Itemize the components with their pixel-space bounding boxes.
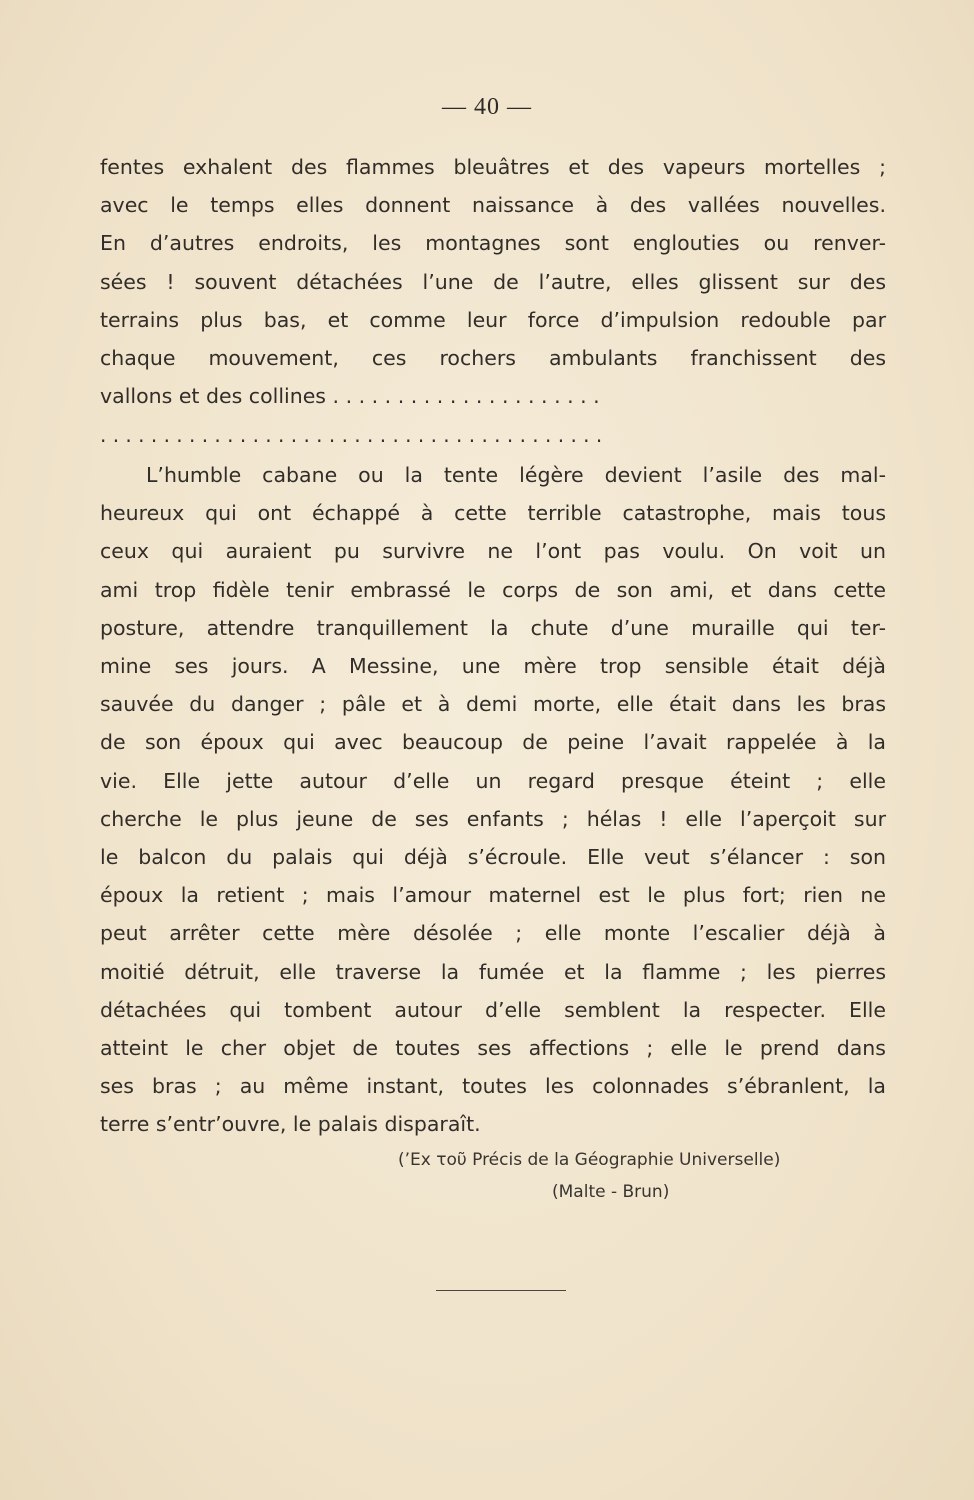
text-line: terrains plus bas, et comme leur force d’impulsion redouble par <box>100 307 886 332</box>
text-line: moitié détruit, elle traverse la fumée et la flamme ; les pierres <box>100 959 886 984</box>
dot-leader: . . . . . . . . . . . . . . . . . . . . . <box>332 384 600 409</box>
paragraph-continued <box>100 148 886 415</box>
text-line-last: terre s’entr’ouvre, le palais disparaît. <box>100 1112 481 1137</box>
text-line: mine ses jours. A Messine, une mère trop sensible était déjà <box>100 654 886 679</box>
text-line-last <box>100 377 886 415</box>
text-line: le balcon du palais qui déjà s’écroule. Elle veut s’élancer : son <box>100 845 886 870</box>
paragraph-earthquake <box>100 456 886 1144</box>
ellipsis-row: . . . . . . . . . . . . . . . . . . . . . . . . . . . . . . . . . . . . . . . . <box>100 423 603 447</box>
text-line: de son époux qui avec beaucoup de peine l’avait rappelée à la <box>100 730 886 755</box>
text-line: vie. Elle jette autour d’elle un regard presque éteint ; elle <box>100 768 886 793</box>
text-line: heureux qui ont échappé à cette terrible catastrophe, mais tous <box>100 501 886 526</box>
text-line: ceux qui auraient pu survivre ne l’ont pas voulu. On voit un <box>100 539 886 564</box>
text-line: En d’autres endroits, les montagnes sont englouties ou renver- <box>100 231 886 256</box>
page-number: — 40 — <box>442 94 532 120</box>
text-line: atteint le cher objet de toutes ses affections ; elle le prend dans <box>100 1036 886 1061</box>
text-line: posture, attendre tranquillement la chute d’une muraille qui ter- <box>100 615 886 640</box>
text-line: détachées qui tombent autour d’elle semblent la respecter. Elle <box>100 997 886 1022</box>
text-fragment: vallons et des collines <box>100 384 326 409</box>
text-line: cherche le plus jeune de ses enfants ; hélas ! elle l’aperçoit sur <box>100 806 886 831</box>
text-line: chaque mouvement, ces rochers ambulants franchissent des <box>100 346 886 371</box>
end-rule <box>436 1290 566 1291</box>
text-line: sauvée du danger ; pâle et à demi morte, elle était dans les bras <box>100 692 886 717</box>
text-line: ses bras ; au même instant, toutes les colonnades s’ébranlent, la <box>100 1074 886 1099</box>
citation-source: (’Ex τοῦ Précis de la Géographie Universelle) <box>398 1150 781 1170</box>
text-line: L’humble cabane ou la tente légère devient l’asile des mal- <box>146 463 886 487</box>
citation-author: (Malte - Brun) <box>552 1182 670 1202</box>
text-line: avec le temps elles donnent naissance à des vallées nouvelles. <box>100 193 886 218</box>
text-line: peut arrêter cette mère désolée ; elle monte l’escalier déjà à <box>100 921 886 946</box>
text-line: sées ! souvent détachées l’une de l’autre, elles glissent sur des <box>100 269 886 294</box>
text-line: fentes exhalent des flammes bleuâtres et des vapeurs mortelles ; <box>100 155 886 179</box>
text-line: ami trop fidèle tenir embrassé le corps de son ami, et dans cette <box>100 577 886 602</box>
text-line: époux la retient ; mais l’amour maternel est le plus fort; rien ne <box>100 883 886 908</box>
